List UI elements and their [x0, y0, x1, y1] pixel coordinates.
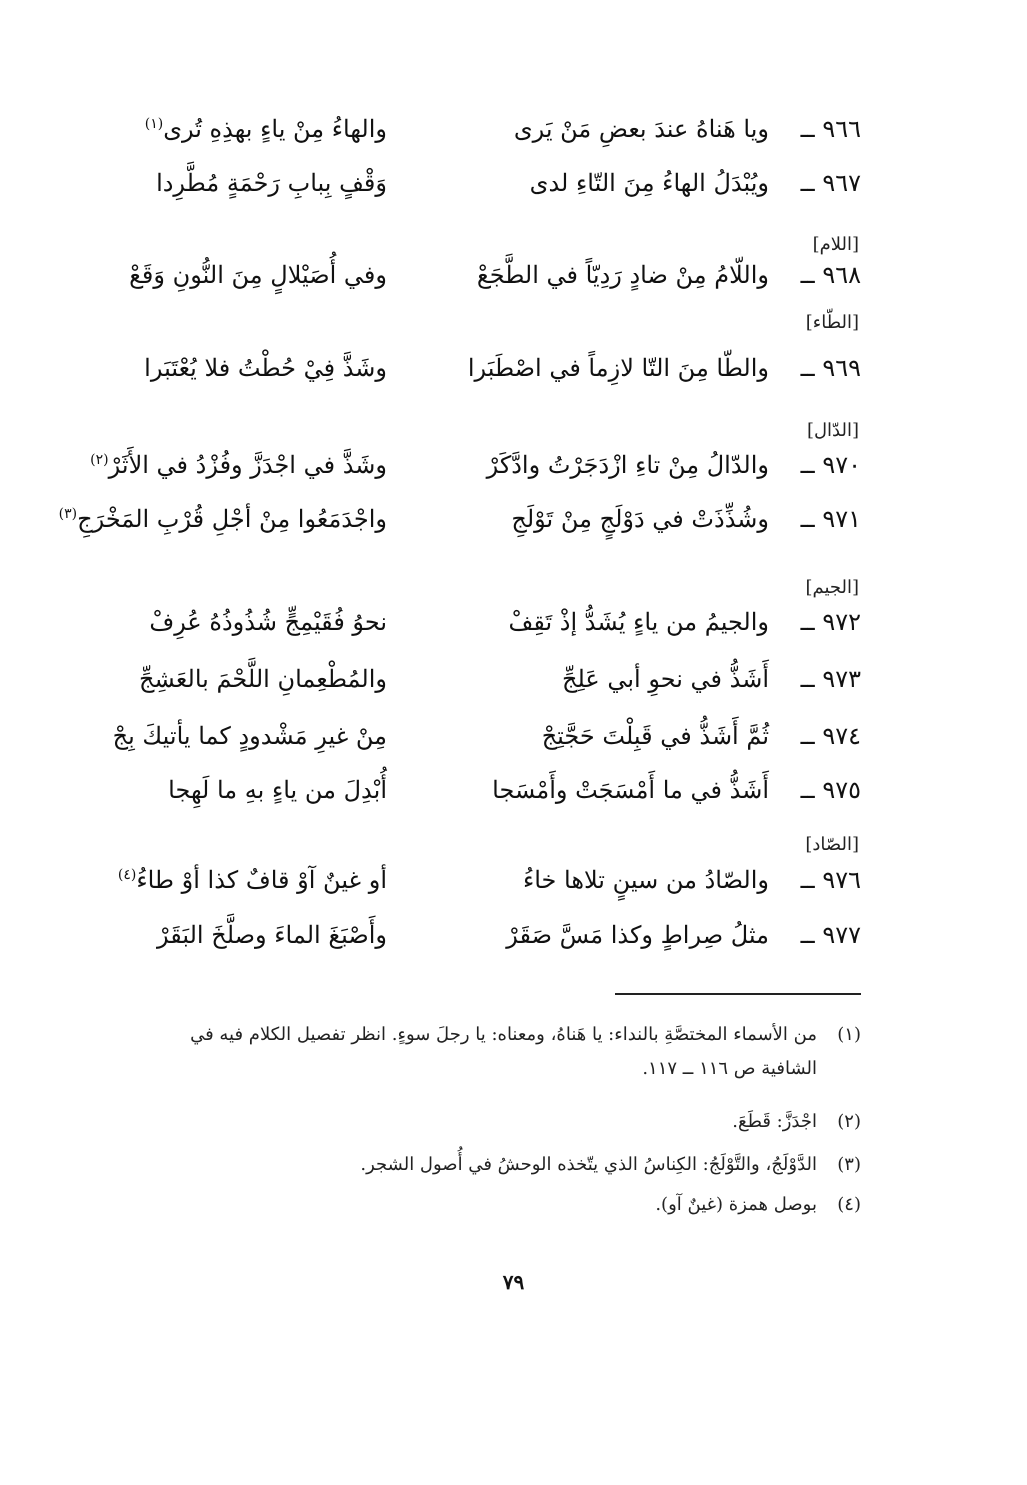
second-hemistich: أُبْدِلَ من ياءٍ بهِ ما لَهِجا [168, 776, 387, 804]
first-hemistich: وشُذِّذَتْ في دَوْلَجٍ مِنْ تَوْلَجِ [511, 505, 769, 533]
verse-line [51, 343, 861, 393]
first-hemistich: ويا هَناهُ عندَ بعضِ مَنْ يَرى [513, 115, 769, 143]
verse-line [51, 654, 861, 704]
first-hemistich: واللّامُ مِنْ ضادٍ رَدِيّاً في الطَّجَعْ [476, 261, 769, 289]
footnote [61, 1148, 861, 1182]
first-hemistich: مثلُ صِراطٍ وكذا مَسَّ صَقَرْ [506, 921, 769, 949]
footnote-text: الدَّوْلَجُ، والتَّوْلَجُ: الكِناسُ الذي يتّخذه الوحشُ في أُصول الشجر. [360, 1154, 817, 1175]
verse-line [51, 250, 861, 300]
verse-number: ٩٦٦ ــ [800, 115, 861, 143]
first-hemistich: والصّادُ من سينٍ تلاها خاءُ [522, 866, 769, 894]
verse-line [51, 104, 861, 154]
second-hemistich: وَقْفٍ بِبابِ رَحْمَةٍ مُطَّرِدا [156, 169, 387, 197]
second-hemistich: نحوُ فُقَيْمِجٍّ شُذُوذُهُ عُرِفْ [149, 608, 387, 636]
second-hemistich: وفي أُصَيْلالٍ مِنَ النُّونِ وَقَعْ [129, 261, 387, 289]
footnote-continuation: الشافية ص ١١٦ ــ ١١٧. [642, 1058, 817, 1079]
footnote-number: (٣) [837, 1154, 861, 1175]
first-hemistich: ويُبْدَلُ الهاءُ مِنَ التّاءِ لدى [529, 169, 769, 197]
footnote-number: (٢) [837, 1111, 861, 1132]
verse-number: ٩٧٠ ــ [800, 451, 861, 479]
second-hemistich: وأَصْبَغَ الماءَ وصلَّخَ البَقَرْ [156, 921, 387, 949]
verse-number: ٩٦٧ ــ [800, 169, 861, 197]
footnote-text: من الأسماء المختصَّةِ بالنداء: يا هَناهُ، ومعناه: يا رجلَ سوءٍ. انظر تفصيل الكلام فيه في [190, 1024, 817, 1045]
footnote-text: بوصل همزة (غينٌ آو). [655, 1194, 817, 1215]
footnote-text: اجْدَزَّ: قَطَعَ. [732, 1111, 817, 1132]
verse-number: ٩٧٥ ــ [800, 776, 861, 804]
verse-line [51, 158, 861, 208]
second-hemistich: وشَذَّ فِيْ حُطْتُ فلا يُعْتَبَرا [144, 354, 387, 382]
second-hemistich: أو غينٌ آوْ قافٌ كذا أوْ طاءُ$^{(٤)}$ [117, 866, 387, 894]
verse-number: ٩٧٢ ــ [800, 608, 861, 636]
verse-line [51, 765, 861, 815]
first-hemistich: أَشَذُّ في نحوِ أبي عَلِجِّ [561, 665, 769, 693]
footnote-ref: (٢) [90, 452, 109, 468]
first-hemistich: ثُمَّ أَشَذُّ في قَبِلْتَ حَجَّتِجْ [541, 722, 769, 750]
verse-number: ٩٧١ ــ [800, 505, 861, 533]
verse-line [51, 910, 861, 960]
footnote-number: (٤) [837, 1194, 861, 1215]
footnote [61, 1018, 861, 1052]
second-hemistich: مِنْ غيرِ مَشْدودٍ كما يأتيكَ بِجْ [112, 722, 387, 750]
footnote-ref: (٣) [58, 506, 78, 522]
second-hemistich: والمُطْعِمانِ اللَّحْمَ بالعَشِجِّ [139, 665, 387, 693]
footnote-ref: (٤) [117, 867, 137, 883]
section-heading: [الصّاد] [805, 834, 859, 855]
section-heading: [الدّال] [806, 420, 859, 441]
section-heading: [الطّاء] [805, 312, 859, 333]
first-hemistich: والطّا مِنَ التّا لازِماً في اصْطَبَرا [467, 354, 769, 382]
second-hemistich: وشَذَّ في اجْدَزَّ وفُزْدُ في الأَثَرْ$^{(٢)}$ [90, 451, 387, 479]
footnote [61, 1105, 861, 1139]
footnote-ref: (١) [144, 116, 164, 132]
footnote [61, 1188, 861, 1222]
second-hemistich: واجْدَمَعُوا مِنْ أجْلِ قُرْبِ المَخْرَجِ$^{(٣)}$ [58, 505, 387, 533]
verse-number: ٩٧٧ ــ [800, 921, 861, 949]
footnote-divider [615, 993, 861, 995]
first-hemistich: والجيمُ من ياءٍ يُشَدُّ إذْ تَقِفْ [508, 608, 769, 636]
verse-number: ٩٦٩ ــ [800, 354, 861, 382]
verse-line [51, 440, 861, 490]
verse-line [51, 855, 861, 905]
verse-line [51, 711, 861, 761]
first-hemistich: أَشَذُّ في ما أَمْسَجَتْ وأَمْسَجا [492, 776, 769, 804]
first-hemistich: والدّالُ مِنْ تاءِ ازْدَجَرْتُ وادَّكَرْ [486, 451, 769, 479]
verse-number: ٩٧٤ ــ [800, 722, 861, 750]
second-hemistich: والهاءُ مِنْ ياءٍ بهذِهِ تُرى$^{(١)}$ [144, 115, 387, 143]
verse-number: ٩٧٣ ــ [800, 665, 861, 693]
verse-line [51, 597, 861, 647]
verse-number: ٩٧٦ ــ [800, 866, 861, 894]
verse-line [51, 494, 861, 544]
section-heading: [اللام] [812, 234, 859, 255]
footnote-number: (١) [837, 1024, 861, 1045]
page-number: ٧٩ [502, 1270, 525, 1294]
section-heading: [الجيم] [805, 577, 859, 598]
verse-number: ٩٦٨ ــ [800, 261, 861, 289]
